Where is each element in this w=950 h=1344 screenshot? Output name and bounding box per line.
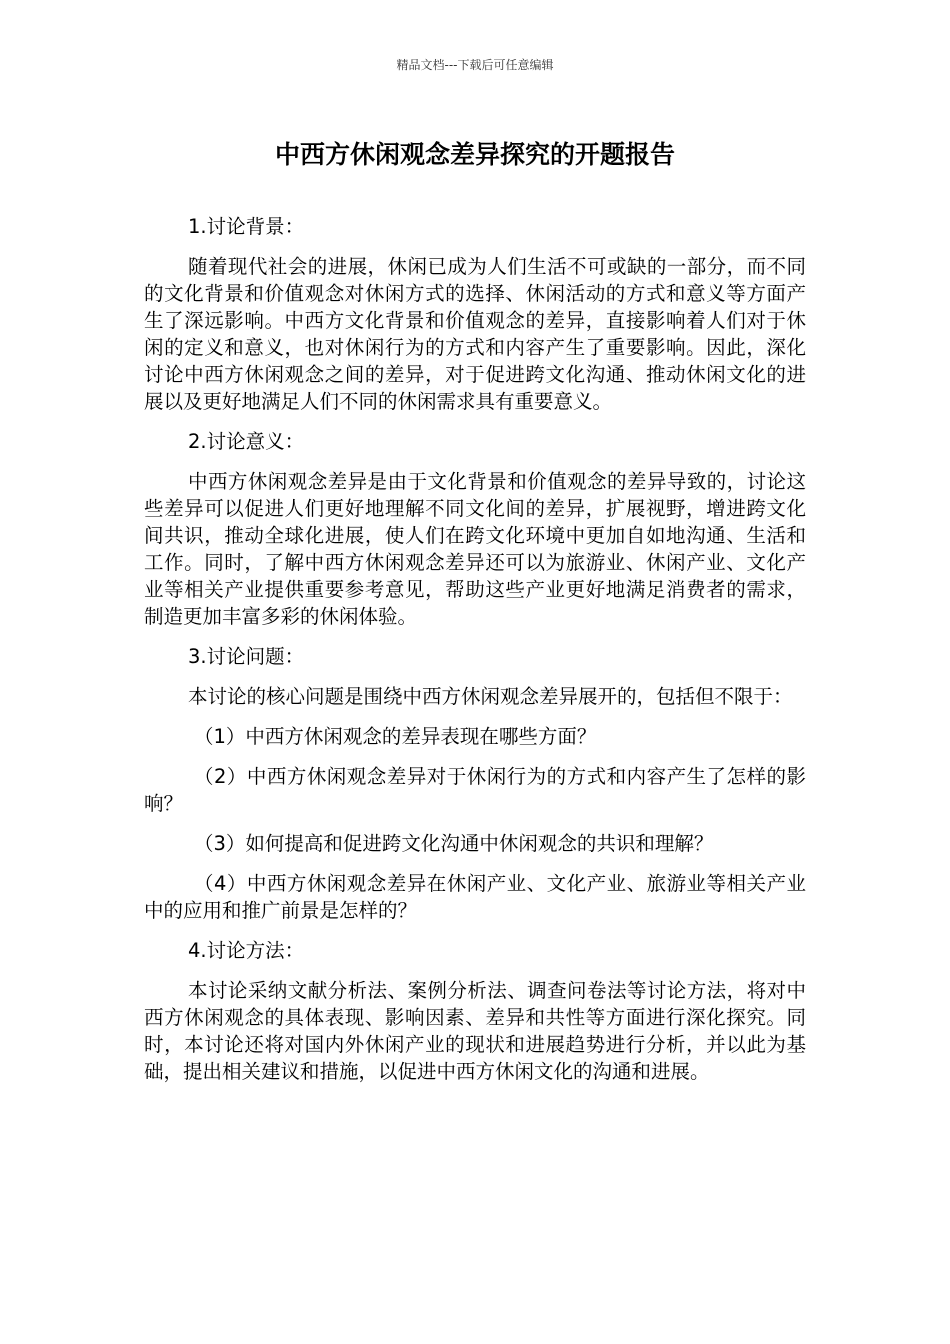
section-heading-background: 1.讨论背景： (188, 215, 305, 238)
research-question-1: （1）中西方休闲观念的差异表现在哪些方面？ (194, 725, 597, 748)
paragraph-methods: 本讨论采纳文献分析法、案例分析法、调查问卷法等讨论方法，将对中西方休闲观念的具体表现、影响因素、差异和共性等方面进行深化探究。同时，本讨论还将对国内外休闲产业的现状和进展趋势进行分析，并以此为基础，提出相关建议和措施，以促进中西方休闲文化的沟通和进展。 (144, 979, 806, 1083)
paragraph-background: 随着现代社会的进展，休闲已成为人们生活不可或缺的一部分，而不同的文化背景和价值观念对休闲方式的选择、休闲活动的方式和意义等方面产生了深远影响。中西方文化背景和价值观念的差异，直接影响着人们对于休闲的定义和意义，也对休闲行为的方式和内容产生了重要影响。因此，深化讨论中西方休闲观念之间的差异，对于促进跨文化沟通、推动休闲文化的进展以及更好地满足人们不同的休闲需求具有重要意义。 (144, 255, 806, 413)
header-note: 精品文档---下载后可任意编辑 (396, 58, 554, 72)
document-body (144, 213, 806, 1098)
research-question-2: （2）中西方休闲观念差异对于休闲行为的方式和内容产生了怎样的影响？ (144, 765, 806, 815)
paragraph-questions-intro: 本讨论的核心问题是围绕中西方休闲观念差异展开的，包括但不限于： (188, 685, 793, 708)
document-title: 中西方休闲观念差异探究的开题报告 (274, 140, 675, 169)
section-heading-questions: 3.讨论问题： (188, 645, 305, 668)
section-heading-methods: 4.讨论方法： (188, 939, 305, 962)
section-heading-significance: 2.讨论意义： (188, 430, 305, 453)
paragraph-significance: 中西方休闲观念差异是由于文化背景和价值观念的差异导致的，讨论这些差异可以促进人们更好地理解不同文化间的差异，扩展视野，增进跨文化间共识，推动全球化进展，使人们在跨文化环境中更加自如地沟通、生活和工作。同时，了解中西方休闲观念差异还可以为旅游业、休闲产业、文化产业等相关产业提供重要参考意见，帮助这些产业更好地满足消费者的需求，制造更加丰富多彩的休闲体验。 (144, 470, 806, 628)
research-question-4: （4）中西方休闲观念差异在休闲产业、文化产业、旅游业等相关产业中的应用和推广前景是怎样的？ (144, 872, 806, 922)
research-question-3: （3）如何提高和促进跨文化沟通中休闲观念的共识和理解？ (194, 832, 714, 855)
